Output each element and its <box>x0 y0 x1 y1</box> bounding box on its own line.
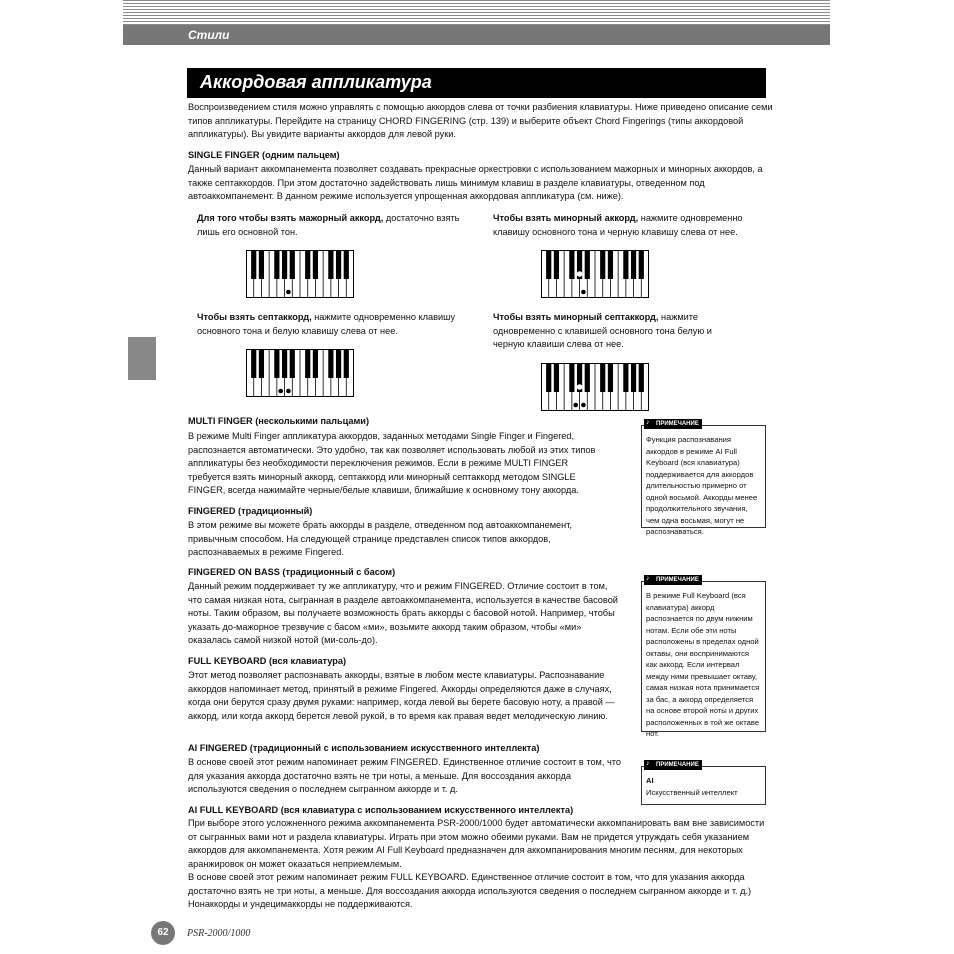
black-key <box>631 363 636 392</box>
multi-finger-heading: MULTI FINGER (несколькими пальцами) <box>188 416 370 426</box>
note-box <box>641 419 766 536</box>
fingered-heading: FINGERED (традиционный) <box>188 506 313 516</box>
note-tag-label: ПРИМЕЧАНИЕ <box>656 421 699 427</box>
note-music-icon: ♪ <box>646 419 650 426</box>
note-tag-label: ПРИМЕЧАНИЕ <box>656 762 699 768</box>
note-body-text: Искусственный интеллект <box>646 787 738 797</box>
black-key <box>546 250 551 279</box>
black-key <box>554 250 559 279</box>
black-key <box>344 250 349 279</box>
pressed-white-key-dot <box>278 389 283 394</box>
black-key <box>600 250 605 279</box>
black-key <box>313 349 318 378</box>
note-text: В режиме Full Keyboard (вся клавиатура) аккорд распознается по двум нижним нотам. Если обе эти ноты расположены в пределах одной октавы, они воспринимаются как аккорд. Если интервал между ними превышает октаву, самая низкая нота принимается за бас, а аккорд определяется на основе второй ноты и других расположенных в той же октаве нот. <box>646 591 760 738</box>
fingered-text: В этом режиме вы можете брать аккорды в разделе, отведенном под автоаккомпанемент, привычным способом. На следующей странице представлен список типов аккордов, распознаваемых в режиме Fingered. <box>188 520 572 557</box>
single-finger-heading: SINGLE FINGER (одним пальцем) <box>188 150 340 160</box>
seventh-chord-text <box>197 311 472 338</box>
major-chord-lead: Для того чтобы взять мажорный аккорд, <box>197 213 384 223</box>
minor-chord-lead: Чтобы взять минорный аккорд, <box>493 213 639 223</box>
black-key <box>290 349 295 378</box>
note-tag <box>644 760 702 770</box>
model-name: PSR-2000/1000 <box>187 928 251 939</box>
black-key <box>585 363 590 392</box>
black-key <box>251 250 256 279</box>
intro-text: Воспроизведением стиля можно управлять с помощью аккордов слева от точки разбиения клавиатуры. Ниже приведено описание семи типов аппликатуры. Перейдите на страницу CHORD FINGERING (стр. 139) и выберите объект Chord Fingerings (типы аккордовой аппликатуры). Вы увидите варианты аккордов для левой руки. <box>188 102 773 139</box>
ai-fingered-text: В основе своей этот режим напоминает режим FINGERED. Единственное отличие состоит в том, что для указания аккорда достаточно взять не три ноты, а меньше. Для воссоздания аккорда используются сведения о последнем сыгранном аккорде и т. д. <box>188 757 621 794</box>
page-title: Аккордовая аппликатура <box>200 72 432 92</box>
note-tag <box>644 575 702 585</box>
black-key <box>631 250 636 279</box>
pressed-black-key-dot <box>577 385 582 390</box>
note-music-icon: ♪ <box>646 760 650 767</box>
black-key <box>569 250 574 279</box>
black-key <box>274 250 279 279</box>
black-key <box>305 250 310 279</box>
black-key <box>569 363 574 392</box>
header-stripes <box>123 0 830 25</box>
note-text <box>642 767 765 800</box>
seventh-chord-lead: Чтобы взять септаккорд, <box>197 312 312 322</box>
black-key <box>639 250 644 279</box>
note-tag <box>644 419 702 429</box>
black-key <box>336 349 341 378</box>
black-key <box>259 250 264 279</box>
black-key <box>259 349 264 378</box>
minor-seventh-chord-lead: Чтобы взять минорный септаккорд, <box>493 312 659 322</box>
keyboard-seventh-chord <box>246 349 354 397</box>
black-key <box>623 250 628 279</box>
black-key <box>600 363 605 392</box>
seventh-chord-rest: нажмите одновременно клавишу основного тона и белую клавишу слева от нее. <box>197 312 456 336</box>
pressed-black-key-dot <box>577 272 582 277</box>
side-tab <box>128 337 156 380</box>
keyboard-minor-seventh-chord <box>541 363 649 411</box>
full-keyboard-heading: FULL KEYBOARD (вся клавиатура) <box>188 656 347 666</box>
black-key <box>608 250 613 279</box>
black-key <box>282 349 287 378</box>
fingered-on-bass-heading: FINGERED ON BASS (традиционный с басом) <box>188 567 396 577</box>
fingered-on-bass-text: Данный режим поддерживает ту же аппликатуру, что и режим FINGERED. Отличие состоит в том, что самая низкая нота, сыгранная в разделе автоаккомпанемента, используется в качестве басовой ноты. Таким образом, вы получаете возможность брать аккорды с басовой нотой. Например, чтобы указать до-мажорное трезвучие с басом «ми», возьмите аккорд таким образом, чтобы «ми» оказалась самой низкой нотой (ми-соль-до). <box>188 581 618 645</box>
black-key <box>623 363 628 392</box>
page-number: 62 <box>151 921 175 945</box>
ai-full-keyboard-text-1: При выборе этого усложненного режима аккомпанемента PSR-2000/1000 будет автоматически аккомпанировать вам вне зависимости от сыгранных вами нот и раздела клавиатуры. Играть при этом можно обеими руками. Вам не придется утруждать себя указанием аккордов для аккомпанемента. Хотя режим AI Full Keyboard предназначен для аккомпанирования многим песням, для некоторых аранжировок он может оказаться неприемлемым. <box>188 818 765 869</box>
major-chord-rest: достаточно взять лишь его основной тон. <box>197 213 460 237</box>
note-text: Функция распознавания аккордов в режиме AI Full Keyboard (вся клавиатура) поддерживается для аккордов длительностью примерно от одной восьмой. Аккорды менее продолжительного звучания, чем одна восьмая, могут не распознаваться. <box>646 435 758 536</box>
pressed-white-key-dot <box>286 389 291 394</box>
note-music-icon: ♪ <box>646 575 650 582</box>
ai-fingered-heading: AI FINGERED (традиционный с использованием искусственного интеллекта) <box>188 743 540 753</box>
black-key <box>546 363 551 392</box>
section-name: Стили <box>188 28 230 42</box>
black-key <box>282 250 287 279</box>
black-key <box>313 250 318 279</box>
full-keyboard-text: Этот метод позволяет распознавать аккорды, взятые в любом месте клавиатуры. Распознавание аккордов напоминает метод, принятый в режиме Fingered. Аккорды определяются даже в случаях, когда они берутся сразу двумя руками: например, когда левой вы берете басовую ноту, а правой — аккорд, или когда аккорд берется левой рукой, в то время как правая ведет мелодическую линию. <box>188 670 615 721</box>
multi-finger-text: В режиме Multi Finger аппликатура аккордов, заданных методами Single Finger и Fingered, распознается автоматически. Это удобно, так как позволяет использовать любой из этих типов аппликатуры без необходимости переключения режимов. Если в режиме MULTI FINGER требуется взять минорный аккорд, септаккорд или минорный септаккорд методом SINGLE FINGER, всегда нажимайте черные/белые клавиши, ближайшие к основному тону аккорда. <box>188 431 596 495</box>
minor-seventh-chord-rest: нажмите одновременно с клавишей основного тона белую и черную клавиши слева от нее. <box>493 312 712 349</box>
black-key <box>305 349 310 378</box>
black-key <box>251 349 256 378</box>
pressed-white-key-dot <box>581 403 586 408</box>
minor-seventh-chord-text <box>493 311 733 352</box>
major-chord-text <box>197 212 462 239</box>
black-key <box>328 250 333 279</box>
black-key <box>290 250 295 279</box>
note-box <box>641 760 766 805</box>
keyboard-minor-chord <box>541 250 649 298</box>
pressed-white-key-dot <box>581 290 586 295</box>
black-key <box>608 363 613 392</box>
black-key <box>274 349 279 378</box>
note-title: AI <box>646 776 654 785</box>
keyboard-major-chord <box>246 250 354 298</box>
black-key <box>639 363 644 392</box>
black-key <box>344 349 349 378</box>
black-key <box>336 250 341 279</box>
black-key <box>328 349 333 378</box>
minor-chord-rest: нажмите одновременно клавишу основного тона и черную клавишу слева от нее. <box>493 213 743 237</box>
minor-chord-text <box>493 212 773 239</box>
ai-full-keyboard-text-2: В основе своей этот режим напоминает режим FULL KEYBOARD. Единственное отличие состоит в том, что для указания аккорда достаточно взять не три ноты, а меньше. Для воссоздания аккорда используются сведения о последнем сыгранном аккорде и т. д.) Нонаккорды и ундецимаккорды не поддерживаются. <box>188 872 752 909</box>
note-tag-label: ПРИМЕЧАНИЕ <box>656 577 699 583</box>
single-finger-text: Данный вариант аккомпанемента позволяет создавать прекрасные оркестровки с использованием мажорных и минорных аккордов, а также септаккордов. При этом достаточно задействовать лишь минимум клавиш в разделе клавиатуры, отведенном под автоаккомпанемент. В данном режиме используется упрощенная аккордовая аппликатура (см. ниже). <box>188 164 763 201</box>
black-key <box>585 250 590 279</box>
note-box <box>641 575 766 738</box>
pressed-white-key-dot <box>573 403 578 408</box>
pressed-white-key-dot <box>286 290 291 295</box>
ai-full-keyboard-heading: AI FULL KEYBOARD (вся клавиатура с использованием искусственного интеллекта) <box>188 805 574 815</box>
black-key <box>554 363 559 392</box>
